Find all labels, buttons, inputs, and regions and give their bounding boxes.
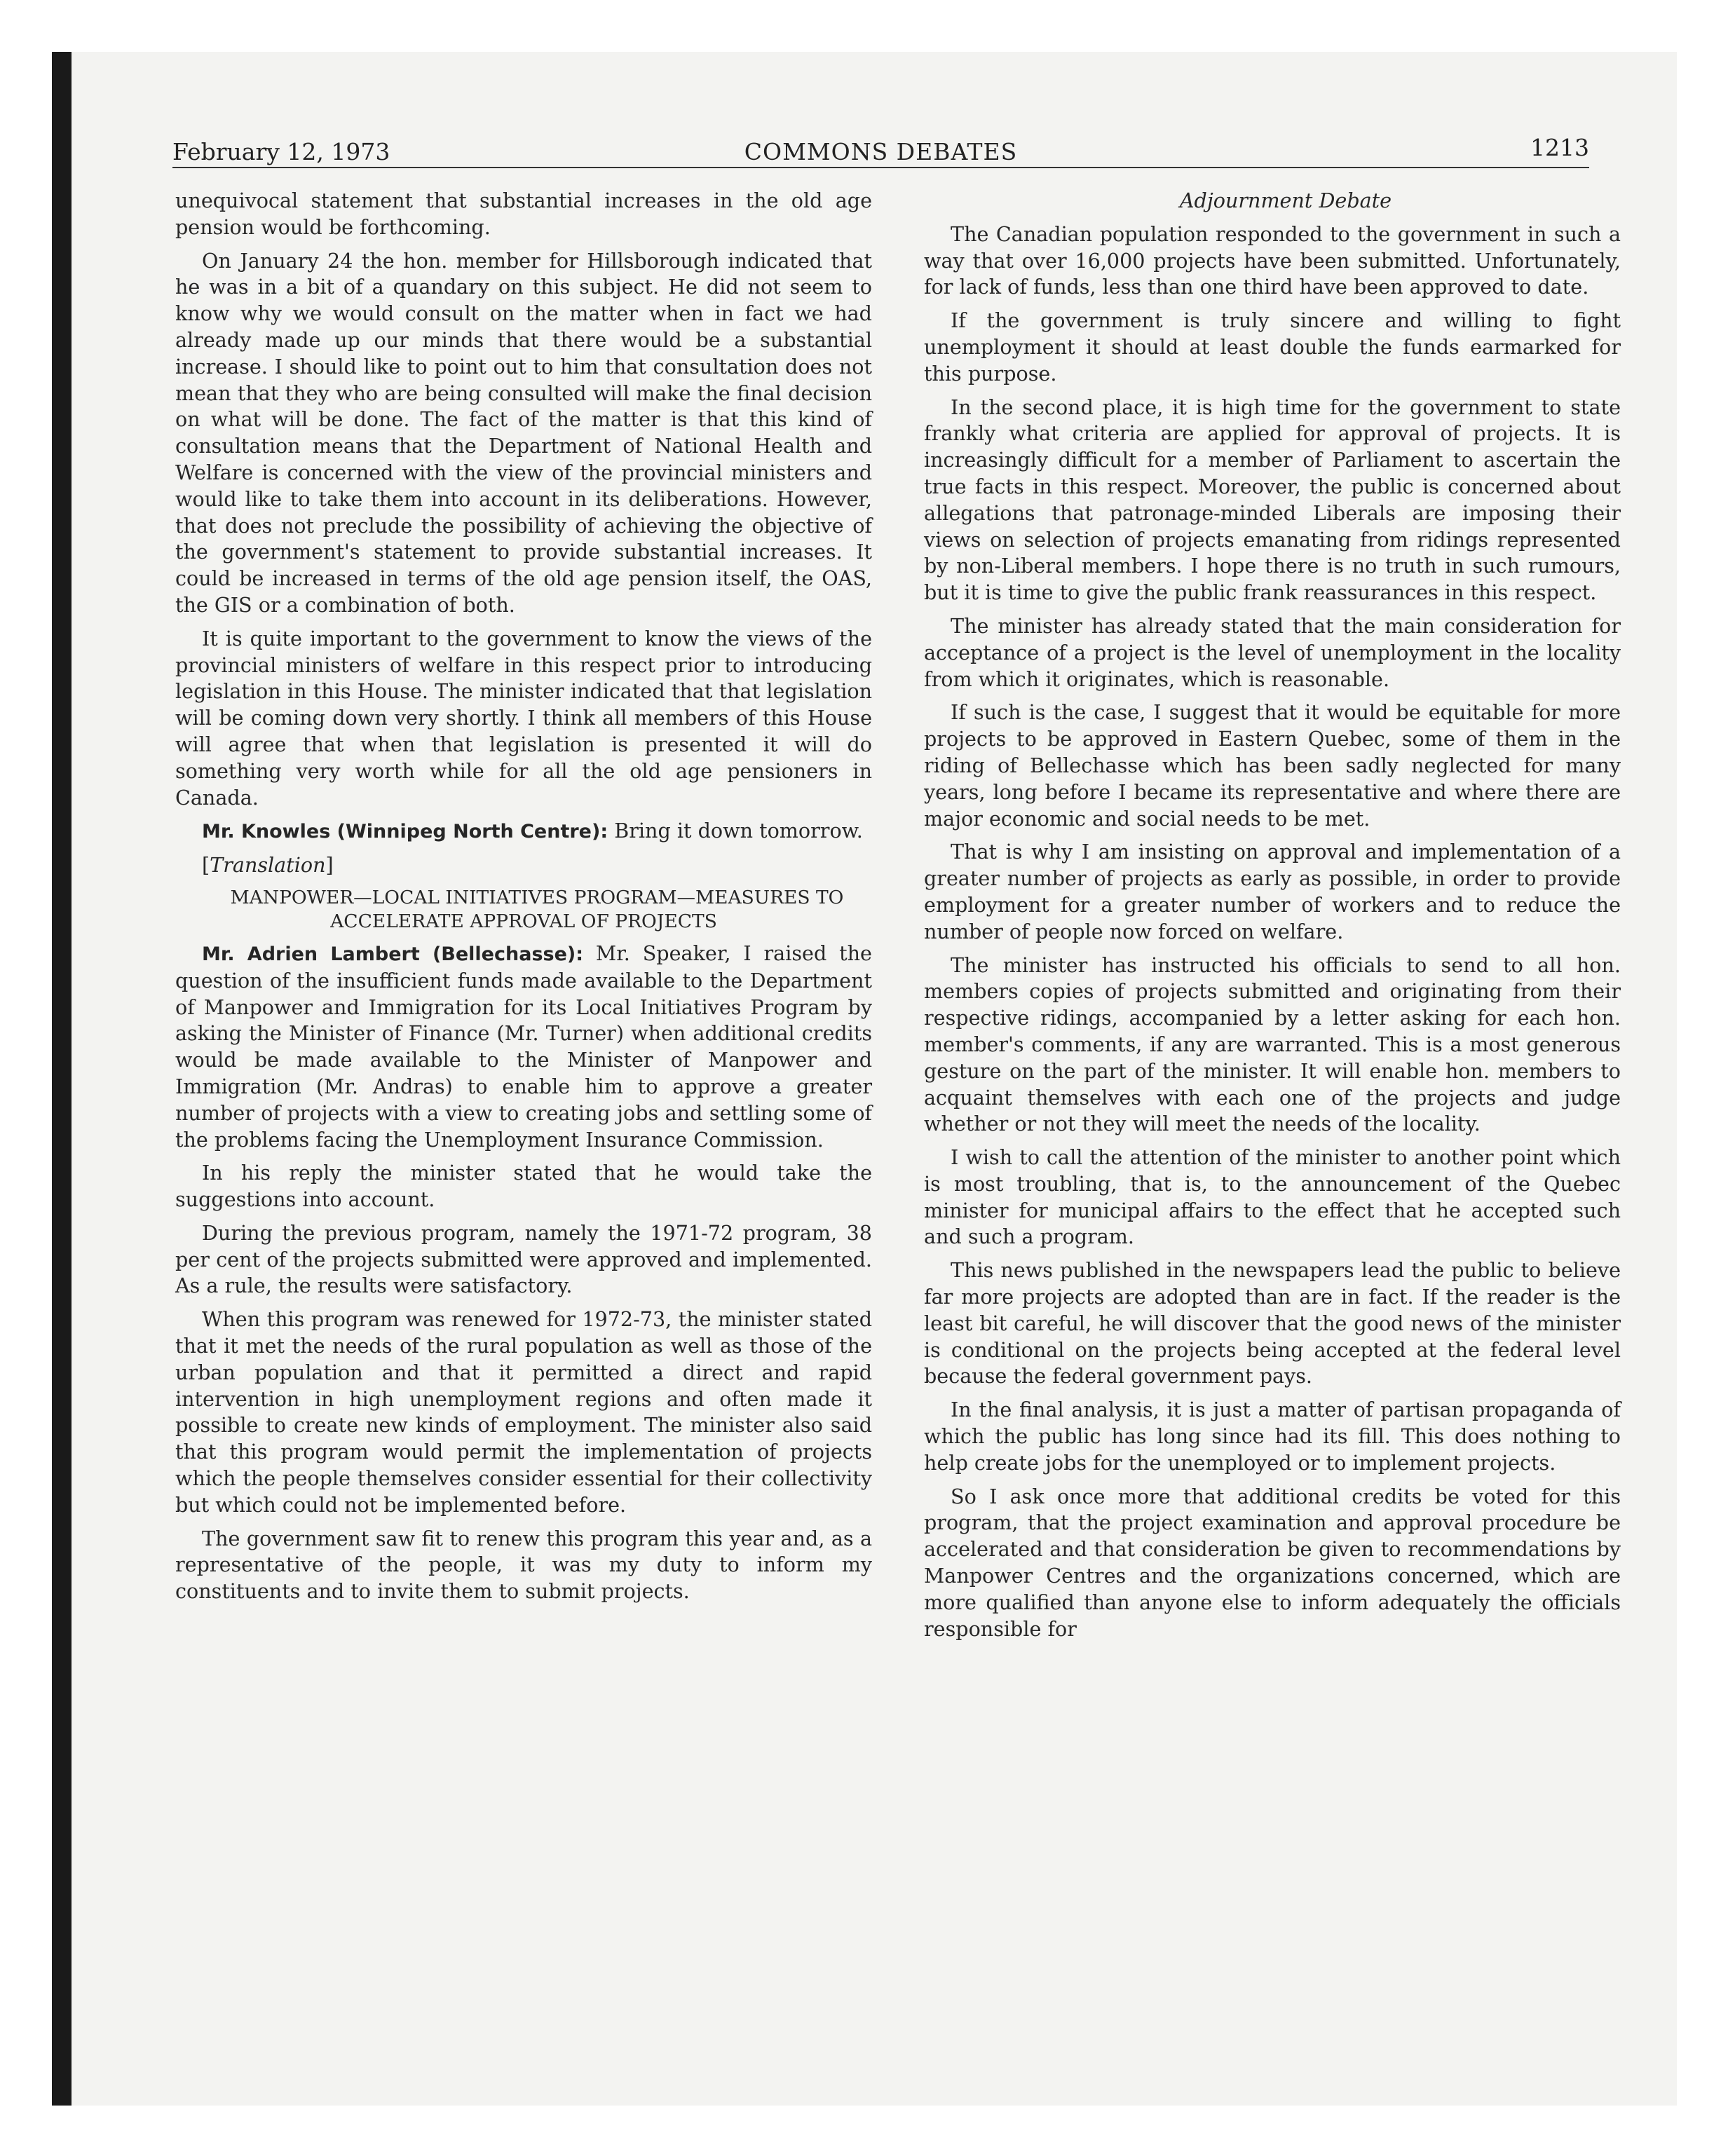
section-heading: MANPOWER—LOCAL INITIATIVES PROGRAM—MEASURES TO ACCELERATE APPROVAL OF PROJECTS xyxy=(230,886,844,932)
paragraph: In the final analysis, it is just a matter of partisan propaganda of which the public has long since had its fill. This does nothing to help create jobs for the unemployed or to implement projects. xyxy=(924,1398,1621,1475)
paragraph: On January 24 the hon. member for Hillsborough indicated that he was in a bit of a quandary on this subject. He did not seem to know why we would consult on the matter when in fact we had already made up our minds that there would be a substantial increase. I should like to point out to him that consultation does not mean that they who are being consulted will make the final decision on what will be done. The fact of the matter is that this kind of consultation means that the Department of National Health and Welfare is concerned with the view of the provincial ministers and would like to take them into account in its deliberations. However, that does not preclude the possibility of achieving the objective of the government's statement to provide substantial increases. It could be increased in terms of the old age pension itself, the OAS, the GIS or a combination of both. xyxy=(175,248,872,617)
paragraph: The minister has instructed his officials to send to all hon. members copies of projects submitted and originating from their respective ridings, accompanied by a letter asking for each hon. member's comments, if any are warranted. This is a most generous gesture on the part of the minister. It will enable hon. members to acquaint themselves with each one of the projects and judge whether or not they will meet the needs of the locality. xyxy=(924,953,1621,1136)
paragraph: When this program was renewed for 1972-73, the minister stated that it met the needs of the rural population as well as those of the urban population and that it permitted a direct and rapid intervention in high unemployment regions and often made it possible to create new kinds of employment. The minister also said that this program would permit the implementation of projects which the people themselves consider essential for their collectivity but which could not be implemented before. xyxy=(175,1307,872,1517)
paragraph: The minister has already stated that the main consideration for acceptance of a project is the level of unemployment in the locality from which it originates, which is reasonable. xyxy=(924,613,1621,691)
paragraph: So I ask once more that additional credits be voted for this program, that the project examination and approval procedure be accelerated and that consideration be given to recommendations by Manpower Centres and the organizations concerned, which are more qualified than anyone else to inform adequately the officials responsible for xyxy=(924,1484,1621,1641)
translation-note: [Translation] xyxy=(202,853,334,878)
header-date: February 12, 1973 xyxy=(172,138,390,165)
left-column xyxy=(175,188,872,1612)
speaker-name: Mr. Adrien Lambert (Bellechasse): xyxy=(202,943,584,965)
paragraph: The Canadian population responded to the government in such a way that over 16,000 projects have been submitted. Unfortunately, for lack of funds, less than one third have been approved to date. xyxy=(924,221,1621,299)
page-number: 1213 xyxy=(1530,134,1589,161)
speech-text: Bring it down tomorrow. xyxy=(608,819,863,843)
paragraph: In the second place, it is high time for the government to state frankly what criteria are applied for approval of projects. It is increasingly difficult for a member of Parliament to ascertain the true facts in this respect. Moreover, the public is concerned about allegations that patronage-minded Liberals are imposing their views on selection of projects emanating from ridings represented by non-Liberal members. I hope there is no truth in such rumours, but it is time to give the public frank reassurances in this respect. xyxy=(924,395,1621,605)
paragraph: In his reply the minister stated that he would take the suggestions into account. xyxy=(175,1161,872,1212)
paragraph: unequivocal statement that substantial increases in the old age pension would be forthcoming. xyxy=(175,189,872,239)
right-column xyxy=(924,188,1621,1649)
speech-lambert xyxy=(175,941,872,1153)
page-header xyxy=(172,130,1589,168)
running-head: Adjournment Debate xyxy=(1179,189,1392,212)
scan-edge xyxy=(52,52,72,2106)
translation-label: Translation xyxy=(210,853,326,878)
speaker-name: Mr. Knowles (Winnipeg North Centre): xyxy=(202,821,608,843)
paragraph: During the previous program, namely the 1971-72 program, 38 per cent of the projects submitted were approved and implemented. As a rule, the results were satisfactory. xyxy=(175,1220,872,1298)
paragraph: If such is the case, I suggest that it would be equitable for more projects to be approved in Eastern Quebec, some of them in the riding of Bellechasse which has been sadly neglected for many years, long before I became its representative and where there are major economic and social needs to be met. xyxy=(924,700,1621,831)
paragraph: That is why I am insisting on approval and implementation of a greater number of projects as early as possible, in order to provide employment for a greater number of workers and to reduce the number of people now forced on welfare. xyxy=(924,840,1621,943)
paragraph: It is quite important to the government to know the views of the provincial ministers of welfare in this respect prior to introducing legislation in this House. The minister indicated that that legislation will be coming down very shortly. I think all members of this House will agree that when that legislation is presented it will do something very worth while for all the old age pensioners in Canada. xyxy=(175,626,872,810)
paragraph: The government saw fit to renew this program this year and, as a representative of the people, it was my duty to inform my constituents and to invite them to submit projects. xyxy=(175,1526,872,1604)
paragraph: This news published in the newspapers lead the public to believe far more projects are adopted than are in fact. If the reader is the least bit careful, he will discover that the good news of the minister is conditional on the projects being accepted at the federal level because the federal government pays. xyxy=(924,1258,1621,1389)
header-title: COMMONS DEBATES xyxy=(744,138,1018,165)
speech-text: Mr. Speaker, I raised the question of the insufficient funds made available to the Department of Manpower and Immigration for its Local Initiatives Program by asking the Minister of Finance (Mr. Turner) when additional credits would be made available to the Minister of Manpower and Immigration (Mr. Andras) to enable him to approve a greater number of projects with a view to creating jobs and settling some of the problems facing the Unemployment Insurance Commission. xyxy=(175,941,872,1152)
speech-knowles xyxy=(175,818,872,845)
paragraph: If the government is truly sincere and willing to fight unemployment it should at least double the funds earmarked for this purpose. xyxy=(924,308,1621,386)
paragraph: I wish to call the attention of the minister to another point which is most troubling, that is, to the announcement of the Quebec minister for municipal affairs to the effect that he accepted such and such a program. xyxy=(924,1145,1621,1249)
